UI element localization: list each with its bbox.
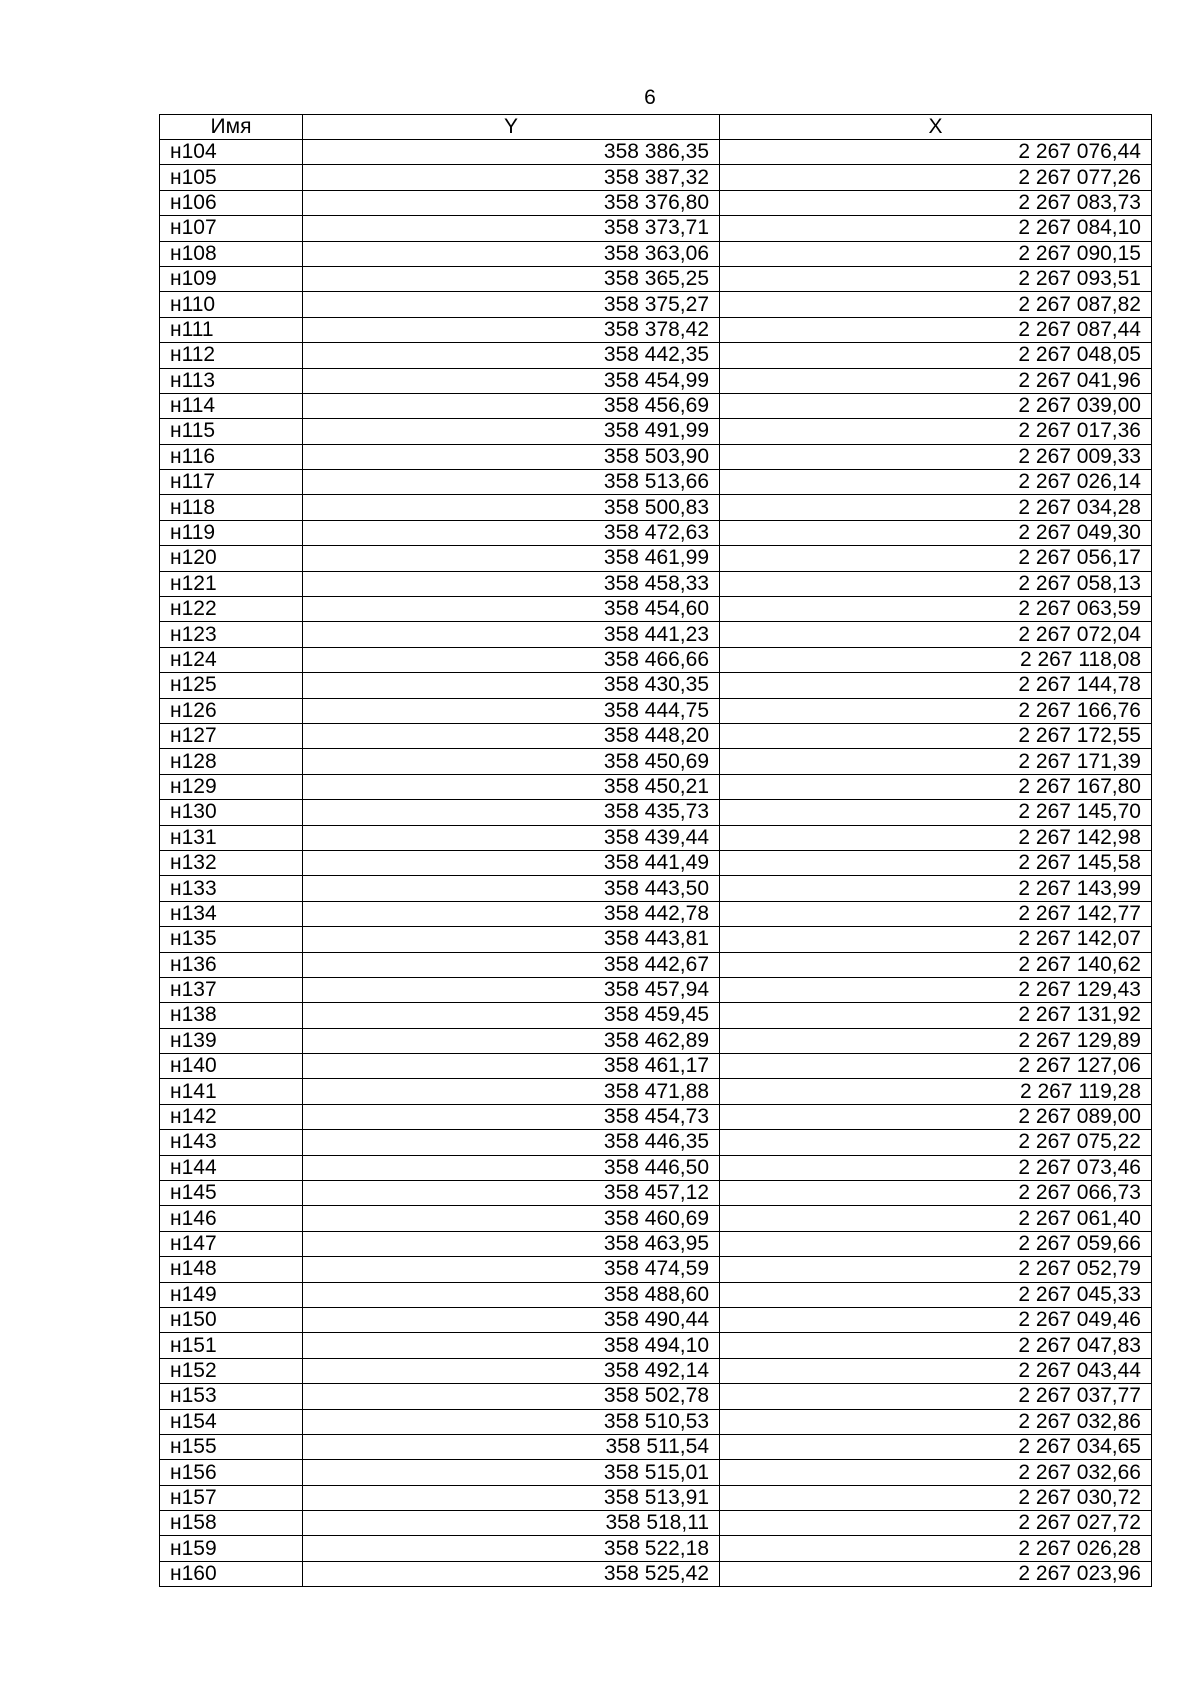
point-name-cell: н120 <box>160 546 303 571</box>
table-body <box>160 140 1152 1587</box>
y-coordinate-cell: 358 459,45 <box>303 1003 720 1028</box>
x-coordinate-cell: 2 267 052,79 <box>720 1257 1152 1282</box>
x-coordinate-cell: 2 267 144,78 <box>720 673 1152 698</box>
point-name-cell: н125 <box>160 673 303 698</box>
point-name-cell: н114 <box>160 393 303 418</box>
table-row <box>160 622 1152 647</box>
point-name-cell: н154 <box>160 1409 303 1434</box>
y-coordinate-cell: 358 435,73 <box>303 800 720 825</box>
header-y: Y <box>303 115 720 140</box>
y-coordinate-cell: 358 439,44 <box>303 825 720 850</box>
y-coordinate-cell: 358 472,63 <box>303 520 720 545</box>
table-row <box>160 1130 1152 1155</box>
table-row <box>160 470 1152 495</box>
point-name-cell: н109 <box>160 266 303 291</box>
point-name-cell: н123 <box>160 622 303 647</box>
y-coordinate-cell: 358 513,91 <box>303 1485 720 1510</box>
table-row <box>160 368 1152 393</box>
y-coordinate-cell: 358 448,20 <box>303 723 720 748</box>
x-coordinate-cell: 2 267 063,59 <box>720 597 1152 622</box>
y-coordinate-cell: 358 474,59 <box>303 1257 720 1282</box>
table-row <box>160 1434 1152 1459</box>
table-row <box>160 1511 1152 1536</box>
table-row <box>160 774 1152 799</box>
table-row <box>160 647 1152 672</box>
x-coordinate-cell: 2 267 089,00 <box>720 1104 1152 1129</box>
table-row <box>160 927 1152 952</box>
point-name-cell: н148 <box>160 1257 303 1282</box>
x-coordinate-cell: 2 267 026,28 <box>720 1536 1152 1561</box>
x-coordinate-cell: 2 267 172,55 <box>720 723 1152 748</box>
coordinates-table <box>159 114 1152 1587</box>
x-coordinate-cell: 2 267 066,73 <box>720 1181 1152 1206</box>
y-coordinate-cell: 358 446,35 <box>303 1130 720 1155</box>
table-row <box>160 140 1152 165</box>
table-row <box>160 749 1152 774</box>
y-coordinate-cell: 358 488,60 <box>303 1282 720 1307</box>
y-coordinate-cell: 358 461,99 <box>303 546 720 571</box>
point-name-cell: н147 <box>160 1231 303 1256</box>
y-coordinate-cell: 358 458,33 <box>303 571 720 596</box>
x-coordinate-cell: 2 267 017,36 <box>720 419 1152 444</box>
y-coordinate-cell: 358 363,06 <box>303 241 720 266</box>
y-coordinate-cell: 358 450,21 <box>303 774 720 799</box>
table-row <box>160 901 1152 926</box>
x-coordinate-cell: 2 267 073,46 <box>720 1155 1152 1180</box>
point-name-cell: н107 <box>160 216 303 241</box>
x-coordinate-cell: 2 267 075,22 <box>720 1130 1152 1155</box>
table-row <box>160 1485 1152 1510</box>
y-coordinate-cell: 358 463,95 <box>303 1231 720 1256</box>
point-name-cell: н138 <box>160 1003 303 1028</box>
y-coordinate-cell: 358 375,27 <box>303 292 720 317</box>
point-name-cell: н130 <box>160 800 303 825</box>
point-name-cell: н155 <box>160 1434 303 1459</box>
x-coordinate-cell: 2 267 142,07 <box>720 927 1152 952</box>
table-row <box>160 1536 1152 1561</box>
point-name-cell: н146 <box>160 1206 303 1231</box>
point-name-cell: н126 <box>160 698 303 723</box>
y-coordinate-cell: 358 500,83 <box>303 495 720 520</box>
table-row <box>160 1333 1152 1358</box>
x-coordinate-cell: 2 267 167,80 <box>720 774 1152 799</box>
y-coordinate-cell: 358 515,01 <box>303 1460 720 1485</box>
table-row <box>160 1231 1152 1256</box>
y-coordinate-cell: 358 442,67 <box>303 952 720 977</box>
point-name-cell: н137 <box>160 977 303 1002</box>
x-coordinate-cell: 2 267 076,44 <box>720 140 1152 165</box>
x-coordinate-cell: 2 267 142,98 <box>720 825 1152 850</box>
x-coordinate-cell: 2 267 023,96 <box>720 1561 1152 1586</box>
page-number: 6 <box>644 86 656 109</box>
x-coordinate-cell: 2 267 171,39 <box>720 749 1152 774</box>
y-coordinate-cell: 358 430,35 <box>303 673 720 698</box>
point-name-cell: н140 <box>160 1054 303 1079</box>
point-name-cell: н150 <box>160 1307 303 1332</box>
table-row <box>160 1104 1152 1129</box>
table-row <box>160 1206 1152 1231</box>
point-name-cell: н157 <box>160 1485 303 1510</box>
x-coordinate-cell: 2 267 027,72 <box>720 1511 1152 1536</box>
x-coordinate-cell: 2 267 140,62 <box>720 952 1152 977</box>
y-coordinate-cell: 358 503,90 <box>303 444 720 469</box>
table-row <box>160 1409 1152 1434</box>
point-name-cell: н134 <box>160 901 303 926</box>
point-name-cell: н131 <box>160 825 303 850</box>
y-coordinate-cell: 358 494,10 <box>303 1333 720 1358</box>
header-name: Имя <box>160 115 303 140</box>
table-header-row <box>160 115 1152 140</box>
y-coordinate-cell: 358 441,23 <box>303 622 720 647</box>
point-name-cell: н144 <box>160 1155 303 1180</box>
point-name-cell: н151 <box>160 1333 303 1358</box>
table-row <box>160 1028 1152 1053</box>
y-coordinate-cell: 358 456,69 <box>303 393 720 418</box>
table-row <box>160 419 1152 444</box>
table-row <box>160 1079 1152 1104</box>
table-row <box>160 800 1152 825</box>
point-name-cell: н122 <box>160 597 303 622</box>
y-coordinate-cell: 358 450,69 <box>303 749 720 774</box>
table-row <box>160 977 1152 1002</box>
x-coordinate-cell: 2 267 032,66 <box>720 1460 1152 1485</box>
y-coordinate-cell: 358 442,35 <box>303 343 720 368</box>
y-coordinate-cell: 358 491,99 <box>303 419 720 444</box>
table-row <box>160 444 1152 469</box>
y-coordinate-cell: 358 460,69 <box>303 1206 720 1231</box>
point-name-cell: н127 <box>160 723 303 748</box>
point-name-cell: н108 <box>160 241 303 266</box>
y-coordinate-cell: 358 510,53 <box>303 1409 720 1434</box>
point-name-cell: н145 <box>160 1181 303 1206</box>
y-coordinate-cell: 358 443,81 <box>303 927 720 952</box>
table-row <box>160 165 1152 190</box>
point-name-cell: н112 <box>160 343 303 368</box>
x-coordinate-cell: 2 267 145,58 <box>720 850 1152 875</box>
y-coordinate-cell: 358 386,35 <box>303 140 720 165</box>
table-row <box>160 1282 1152 1307</box>
x-coordinate-cell: 2 267 119,28 <box>720 1079 1152 1104</box>
table-row <box>160 216 1152 241</box>
table-row <box>160 520 1152 545</box>
point-name-cell: н135 <box>160 927 303 952</box>
point-name-cell: н142 <box>160 1104 303 1129</box>
table-row <box>160 495 1152 520</box>
x-coordinate-cell: 2 267 032,86 <box>720 1409 1152 1434</box>
x-coordinate-cell: 2 267 129,89 <box>720 1028 1152 1053</box>
x-coordinate-cell: 2 267 127,06 <box>720 1054 1152 1079</box>
y-coordinate-cell: 358 365,25 <box>303 266 720 291</box>
x-coordinate-cell: 2 267 047,83 <box>720 1333 1152 1358</box>
x-coordinate-cell: 2 267 026,14 <box>720 470 1152 495</box>
table-row <box>160 571 1152 596</box>
point-name-cell: н143 <box>160 1130 303 1155</box>
y-coordinate-cell: 358 454,73 <box>303 1104 720 1129</box>
y-coordinate-cell: 358 492,14 <box>303 1358 720 1383</box>
y-coordinate-cell: 358 443,50 <box>303 876 720 901</box>
y-coordinate-cell: 358 444,75 <box>303 698 720 723</box>
header-x: X <box>720 115 1152 140</box>
point-name-cell: н128 <box>160 749 303 774</box>
x-coordinate-cell: 2 267 083,73 <box>720 190 1152 215</box>
table-row <box>160 1460 1152 1485</box>
point-name-cell: н117 <box>160 470 303 495</box>
y-coordinate-cell: 358 454,60 <box>303 597 720 622</box>
table-row <box>160 1358 1152 1383</box>
table-row <box>160 343 1152 368</box>
table-row <box>160 1257 1152 1282</box>
point-name-cell: н118 <box>160 495 303 520</box>
table-row <box>160 292 1152 317</box>
point-name-cell: н111 <box>160 317 303 342</box>
table-row <box>160 1054 1152 1079</box>
x-coordinate-cell: 2 267 142,77 <box>720 901 1152 926</box>
table-row <box>160 1181 1152 1206</box>
table-row <box>160 190 1152 215</box>
point-name-cell: н139 <box>160 1028 303 1053</box>
x-coordinate-cell: 2 267 090,15 <box>720 241 1152 266</box>
x-coordinate-cell: 2 267 056,17 <box>720 546 1152 571</box>
table-row <box>160 1561 1152 1586</box>
table-row <box>160 825 1152 850</box>
y-coordinate-cell: 358 457,12 <box>303 1181 720 1206</box>
point-name-cell: н149 <box>160 1282 303 1307</box>
y-coordinate-cell: 358 522,18 <box>303 1536 720 1561</box>
table-row <box>160 723 1152 748</box>
y-coordinate-cell: 358 466,66 <box>303 647 720 672</box>
y-coordinate-cell: 358 518,11 <box>303 1511 720 1536</box>
x-coordinate-cell: 2 267 049,30 <box>720 520 1152 545</box>
y-coordinate-cell: 358 387,32 <box>303 165 720 190</box>
point-name-cell: н104 <box>160 140 303 165</box>
table-row <box>160 317 1152 342</box>
y-coordinate-cell: 358 471,88 <box>303 1079 720 1104</box>
x-coordinate-cell: 2 267 118,08 <box>720 647 1152 672</box>
point-name-cell: н136 <box>160 952 303 977</box>
point-name-cell: н141 <box>160 1079 303 1104</box>
y-coordinate-cell: 358 373,71 <box>303 216 720 241</box>
x-coordinate-cell: 2 267 084,10 <box>720 216 1152 241</box>
point-name-cell: н106 <box>160 190 303 215</box>
point-name-cell: н119 <box>160 520 303 545</box>
table-row <box>160 1307 1152 1332</box>
point-name-cell: н160 <box>160 1561 303 1586</box>
y-coordinate-cell: 358 525,42 <box>303 1561 720 1586</box>
point-name-cell: н110 <box>160 292 303 317</box>
y-coordinate-cell: 358 513,66 <box>303 470 720 495</box>
point-name-cell: н115 <box>160 419 303 444</box>
point-name-cell: н113 <box>160 368 303 393</box>
x-coordinate-cell: 2 267 093,51 <box>720 266 1152 291</box>
point-name-cell: н132 <box>160 850 303 875</box>
x-coordinate-cell: 2 267 072,04 <box>720 622 1152 647</box>
table-row <box>160 1003 1152 1028</box>
table-row <box>160 698 1152 723</box>
x-coordinate-cell: 2 267 037,77 <box>720 1384 1152 1409</box>
y-coordinate-cell: 358 511,54 <box>303 1434 720 1459</box>
x-coordinate-cell: 2 267 039,00 <box>720 393 1152 418</box>
x-coordinate-cell: 2 267 045,33 <box>720 1282 1152 1307</box>
table-row <box>160 266 1152 291</box>
point-name-cell: н158 <box>160 1511 303 1536</box>
y-coordinate-cell: 358 441,49 <box>303 850 720 875</box>
x-coordinate-cell: 2 267 034,28 <box>720 495 1152 520</box>
point-name-cell: н124 <box>160 647 303 672</box>
x-coordinate-cell: 2 267 049,46 <box>720 1307 1152 1332</box>
x-coordinate-cell: 2 267 143,99 <box>720 876 1152 901</box>
x-coordinate-cell: 2 267 131,92 <box>720 1003 1152 1028</box>
y-coordinate-cell: 358 502,78 <box>303 1384 720 1409</box>
point-name-cell: н105 <box>160 165 303 190</box>
table-row <box>160 876 1152 901</box>
point-name-cell: н152 <box>160 1358 303 1383</box>
x-coordinate-cell: 2 267 043,44 <box>720 1358 1152 1383</box>
y-coordinate-cell: 358 462,89 <box>303 1028 720 1053</box>
x-coordinate-cell: 2 267 034,65 <box>720 1434 1152 1459</box>
point-name-cell: н159 <box>160 1536 303 1561</box>
x-coordinate-cell: 2 267 145,70 <box>720 800 1152 825</box>
point-name-cell: н116 <box>160 444 303 469</box>
x-coordinate-cell: 2 267 087,82 <box>720 292 1152 317</box>
x-coordinate-cell: 2 267 077,26 <box>720 165 1152 190</box>
table-row <box>160 850 1152 875</box>
point-name-cell: н133 <box>160 876 303 901</box>
y-coordinate-cell: 358 490,44 <box>303 1307 720 1332</box>
x-coordinate-cell: 2 267 030,72 <box>720 1485 1152 1510</box>
x-coordinate-cell: 2 267 061,40 <box>720 1206 1152 1231</box>
y-coordinate-cell: 358 457,94 <box>303 977 720 1002</box>
y-coordinate-cell: 358 442,78 <box>303 901 720 926</box>
point-name-cell: н153 <box>160 1384 303 1409</box>
point-name-cell: н129 <box>160 774 303 799</box>
table-row <box>160 673 1152 698</box>
table-row <box>160 393 1152 418</box>
y-coordinate-cell: 358 376,80 <box>303 190 720 215</box>
x-coordinate-cell: 2 267 129,43 <box>720 977 1152 1002</box>
y-coordinate-cell: 358 461,17 <box>303 1054 720 1079</box>
point-name-cell: н121 <box>160 571 303 596</box>
x-coordinate-cell: 2 267 087,44 <box>720 317 1152 342</box>
x-coordinate-cell: 2 267 009,33 <box>720 444 1152 469</box>
x-coordinate-cell: 2 267 041,96 <box>720 368 1152 393</box>
table-row <box>160 1155 1152 1180</box>
table-row <box>160 1384 1152 1409</box>
x-coordinate-cell: 2 267 048,05 <box>720 343 1152 368</box>
table-row <box>160 241 1152 266</box>
y-coordinate-cell: 358 378,42 <box>303 317 720 342</box>
y-coordinate-cell: 358 454,99 <box>303 368 720 393</box>
table-row <box>160 546 1152 571</box>
table-row <box>160 952 1152 977</box>
point-name-cell: н156 <box>160 1460 303 1485</box>
y-coordinate-cell: 358 446,50 <box>303 1155 720 1180</box>
x-coordinate-cell: 2 267 166,76 <box>720 698 1152 723</box>
x-coordinate-cell: 2 267 059,66 <box>720 1231 1152 1256</box>
x-coordinate-cell: 2 267 058,13 <box>720 571 1152 596</box>
table-row <box>160 597 1152 622</box>
